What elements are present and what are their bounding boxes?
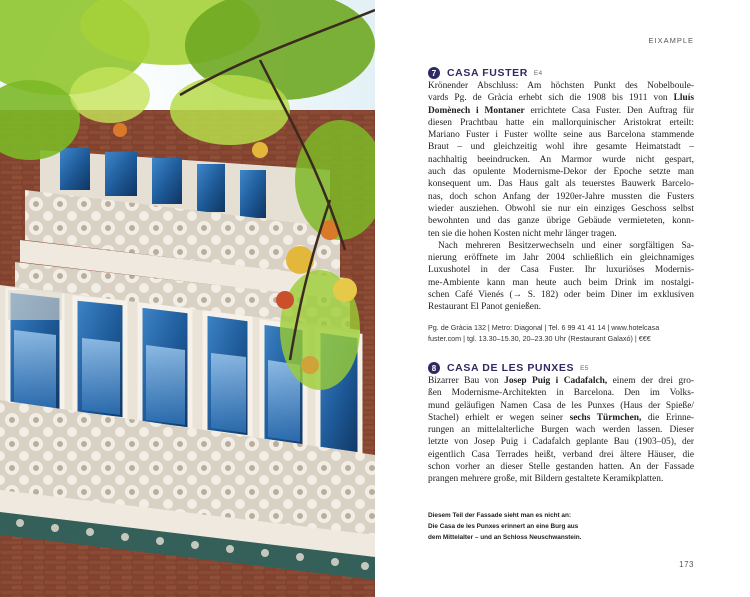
text-line [428, 105, 694, 117]
text-line [428, 203, 694, 215]
section-label: EIXAMPLE [648, 36, 694, 45]
caption-line: Die Casa de les Punxes erinnert an eine Burg aus [428, 523, 579, 530]
text-span: errichtete Casa Fuster. Den Auftrag für [524, 105, 694, 116]
text-span: nierung eröffnete im Jahr 2004 schließlich ein gleichnamiges [428, 253, 694, 264]
caption-line: Diesem Teil der Fassade sieht man es nicht an: [428, 512, 572, 519]
photo-caption [428, 510, 648, 543]
entry-title: CASA DE LES PUNXES [447, 362, 575, 374]
info-line: fuster.com | tgl. 13.30–15.30, 20–23.30 Uhr (Restaurant Galaxó) | €€€ [428, 334, 651, 344]
text-span: Mariano Fuster i Fuster wollte seine aus Barcelona stammende [428, 130, 694, 141]
text-line [428, 400, 694, 412]
text-span: nas, doch schon Anfang der 1920er-Jahre mussten die Fusters [428, 191, 694, 202]
text-span: einem der drei gro- [607, 376, 694, 386]
text-span: rungen an mittelalterliche Burgen wach werden lassen. Dieser [428, 425, 694, 436]
bold-text: Lluís [673, 93, 694, 104]
text-line [428, 436, 694, 448]
text-line [428, 473, 694, 485]
text-line [428, 117, 694, 129]
bold-text: sechs Türmchen, [569, 412, 642, 423]
text-span: Stachel) erhielt er wegen seiner [428, 412, 570, 423]
text-line [428, 289, 694, 301]
text-span: Nach mehreren Besitzerwechseln und einer sorgfältigen Sa- [438, 240, 694, 251]
text-line [428, 166, 694, 178]
text-span: Bizarrer Bau von [428, 376, 505, 386]
map-grid-reference: E5 [580, 364, 589, 372]
text-line [428, 215, 694, 227]
entry-heading-casa-de-les-punxes [428, 362, 589, 374]
text-span: prangen mehrere große, mit Bildern gestaltete Keramikplatten. [428, 474, 664, 485]
text-span: Braut – und gleichzeitig wohl ihre gesamte Heimatstadt – [428, 142, 694, 153]
text-span: bewohnten und das ganze übrige Gebäude vermieteten, konn- [428, 216, 694, 227]
text-span: Krönender Abschluss: Am höchsten Punkt des Nobelboule- [428, 81, 694, 91]
text-line [428, 80, 694, 92]
text-span: wieder ausziehen. Obwohl sie nur ein einziges Geschoss selbst [428, 203, 694, 214]
bold-text: Domènech i Montaner [428, 105, 525, 116]
text-span: me-Ambiente kann man heute auch beim Drink im nostalgi- [428, 277, 694, 288]
text-span: nachhaltig beeindrucken. An Marmor wurde nicht gespart, [428, 154, 694, 165]
text-line [428, 141, 694, 153]
entry-title: CASA FUSTER [447, 67, 528, 79]
caption-line: dem Mittelalter – und an Schloss Neuschwanstein. [428, 534, 582, 541]
text-line [428, 264, 694, 276]
text-line [428, 191, 694, 203]
text-line [428, 449, 694, 461]
text-line [428, 375, 694, 387]
text-span: Luxushotel in der Casa Fuster. Ihr luxuriöses Modernis- [428, 265, 694, 276]
text-span: schon vorher an dieser Stelle gestanden hatten. An der Fassade [428, 462, 694, 473]
entry-heading-casa-fuster [428, 67, 542, 79]
entry-body-casa-de-les-punxes [428, 375, 694, 486]
entry-info-casa-fuster [428, 322, 694, 344]
text-line [428, 228, 694, 240]
entry-number-badge: 7 [428, 67, 440, 79]
text-line [428, 92, 694, 104]
text-line [428, 129, 694, 141]
text-line [428, 240, 694, 252]
text-span: ten sie die hohen Kosten nicht mehr länger tragen. [428, 228, 617, 239]
text-span: auch das opulente Modernisme-Dekor der Epoche setzte man [428, 167, 694, 178]
entry-body-casa-fuster [428, 80, 694, 314]
text-line [428, 412, 694, 424]
text-line [428, 461, 694, 473]
text-line [428, 387, 694, 399]
text-line [428, 301, 694, 313]
text-span: letzte von Josep Puig i Cadafalch geplante Bau (1903–05), der [428, 437, 694, 448]
text-span: diesen Prachtbau hatte ein mallorquinischer Aristokrat erteilt: [428, 117, 694, 128]
page-number: 173 [679, 560, 694, 569]
entry-number-badge: 8 [428, 362, 440, 374]
text-span: schen Café Vienés (→ S. 182) oder beim Diner im exklusiven [428, 290, 694, 301]
text-span: vards Pg. de Gràcia erhebt sich die 1908 bis 1911 von [428, 93, 674, 104]
text-span: ßen Modernisme-Architekten in Barcelona. Den im Volks- [428, 388, 694, 399]
text-line [428, 154, 694, 166]
info-line: Pg. de Gràcia 132 | Metro: Diagonal | Tel. 6 99 41 41 14 | www.hotelcasa [428, 323, 660, 332]
bold-text: Josep Puig i Cadafalch, [504, 376, 608, 386]
text-span: die Erinne- [641, 412, 694, 423]
text-line [428, 277, 694, 289]
text-line [428, 252, 694, 264]
text-span: mund geläufigen Namen Casa de les Punxes (Haus der Spieße/ [428, 400, 694, 411]
text-span: konsequent um. Das Haus galt als teuerstes Bauwerk Barcelo- [428, 179, 694, 190]
text-span: eigentlich Casa Terrades heißt, verband drei ältere Häuser, die [428, 449, 694, 460]
text-span: Restaurant El Panot genießen. [428, 302, 541, 313]
text-line [428, 178, 694, 190]
text-line [428, 424, 694, 436]
map-grid-reference: E4 [533, 69, 543, 77]
